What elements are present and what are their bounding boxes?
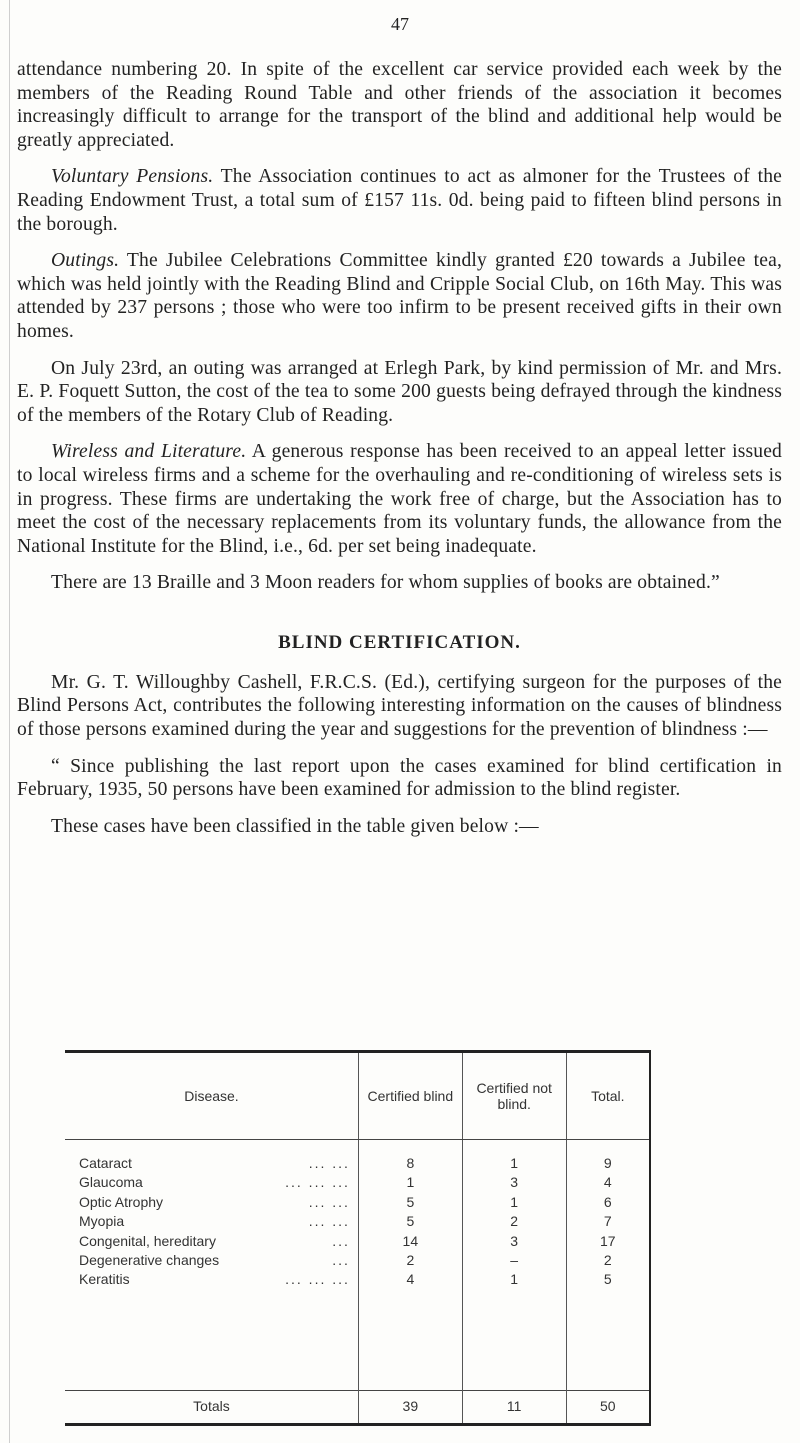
- header-disease: Disease.: [65, 1052, 358, 1140]
- total-column: 9 4 6 7 17 2 5: [566, 1140, 650, 1391]
- header-total: Total.: [566, 1052, 650, 1140]
- table-header-row: [65, 1052, 650, 1140]
- header-certified-blind: Certified blind: [358, 1052, 462, 1140]
- blindness-causes-table: [65, 1050, 651, 1426]
- table-row: Keratitis ... ... ...: [79, 1271, 350, 1288]
- table-row: Optic Atrophy ... ...: [79, 1193, 350, 1210]
- disease-column: [65, 1140, 358, 1391]
- header-certified-not-blind: Certified not blind.: [462, 1052, 566, 1140]
- paragraph: attendance numbering 20. In spite of the excellent car service provided each week by the members of the Reading Round Table and other friends of the association it becomes increasingly difficult to arrange for the transport of the blind and additional help would be greatly appreciated.: [17, 59, 782, 151]
- paragraph: Wireless and Literature. A generous response has been received to an appeal letter issued to local wireless firms and a scheme for the overhauling and re-conditioning of wireless sets is in progress. These firms are undertaking the work free of charge, but the Association has to meet the cost of the necessary replacements from its voluntary funds, the allowance from the National Institute for the Blind, i.e., 6d. per set being inadequate.: [17, 441, 783, 557]
- table-row: Degenerative changes ...: [79, 1252, 350, 1269]
- paragraph: There are 13 Braille and 3 Moon readers for whom supplies of books are obtained.”: [51, 572, 720, 594]
- paragraph: Voluntary Pensions. The Association continues to act as almoner for the Trustees of the Reading Endowment Trust, a total sum of £157 11s. 0d. being paid to fifteen blind persons in the borough.: [17, 166, 783, 235]
- totals-label: Totals: [65, 1391, 358, 1425]
- paragraph-lead: Voluntary Pensions.: [51, 166, 214, 188]
- paragraph: On July 23rd, an outing was arranged at Erlegh Park, by kind permission of Mr. and Mrs. E. P. Foquett Sutton, the cost of the tea to some 200 guests being defrayed through the kindness of the members of the Rotary Club of Reading.: [17, 357, 782, 426]
- paragraph: Outings. The Jubilee Celebrations Committee kindly granted £20 towards a Jubilee tea, which was held jointly with the Reading Blind and Cripple Social Club, on 16th May. This was attended by 237 persons ; those who were too infirm to be present received gifts in their own homes.: [17, 250, 782, 342]
- certified-not-blind-column: 1 3 1 2 3 – 1: [462, 1140, 566, 1391]
- certified-blind-column: 8 1 5 5 14 2 4: [358, 1140, 462, 1391]
- section-heading: BLIND CERTIFICATION.: [278, 631, 521, 653]
- page-body: [17, 58, 782, 851]
- paragraph: Mr. G. T. Willoughby Cashell, F.R.C.S. (Ed.), certifying surgeon for the purposes of the Blind Persons Act, contributes the following interesting information on the causes of blindness of those persons examined during the year and suggestions for the prevention of blindness :—: [17, 671, 782, 741]
- paragraph: “ Since publishing the last report upon the cases examined for blind certification in February, 1935, 50 persons have been examined for admission to the blind register.: [17, 755, 782, 801]
- paragraph-lead: Wireless and Literature.: [51, 441, 247, 463]
- table-body-row: [65, 1140, 650, 1391]
- paragraph-lead: Outings.: [51, 250, 120, 272]
- totals-not-blind: 11: [462, 1391, 566, 1425]
- paragraph: These cases have been classified in the table given below :—: [51, 815, 539, 837]
- table-row: Cataract ... ...: [79, 1155, 350, 1171]
- table-row: Myopia ... ...: [79, 1213, 350, 1230]
- table-row: Congenital, hereditary ...: [79, 1232, 350, 1249]
- page-number: 47: [391, 14, 409, 34]
- page-edge-line: [9, 0, 10, 1443]
- totals-row: [65, 1391, 650, 1425]
- table-row: Glaucoma ... ... ...: [79, 1174, 350, 1191]
- totals-blind: 39: [358, 1391, 462, 1425]
- totals-total: 50: [566, 1391, 650, 1425]
